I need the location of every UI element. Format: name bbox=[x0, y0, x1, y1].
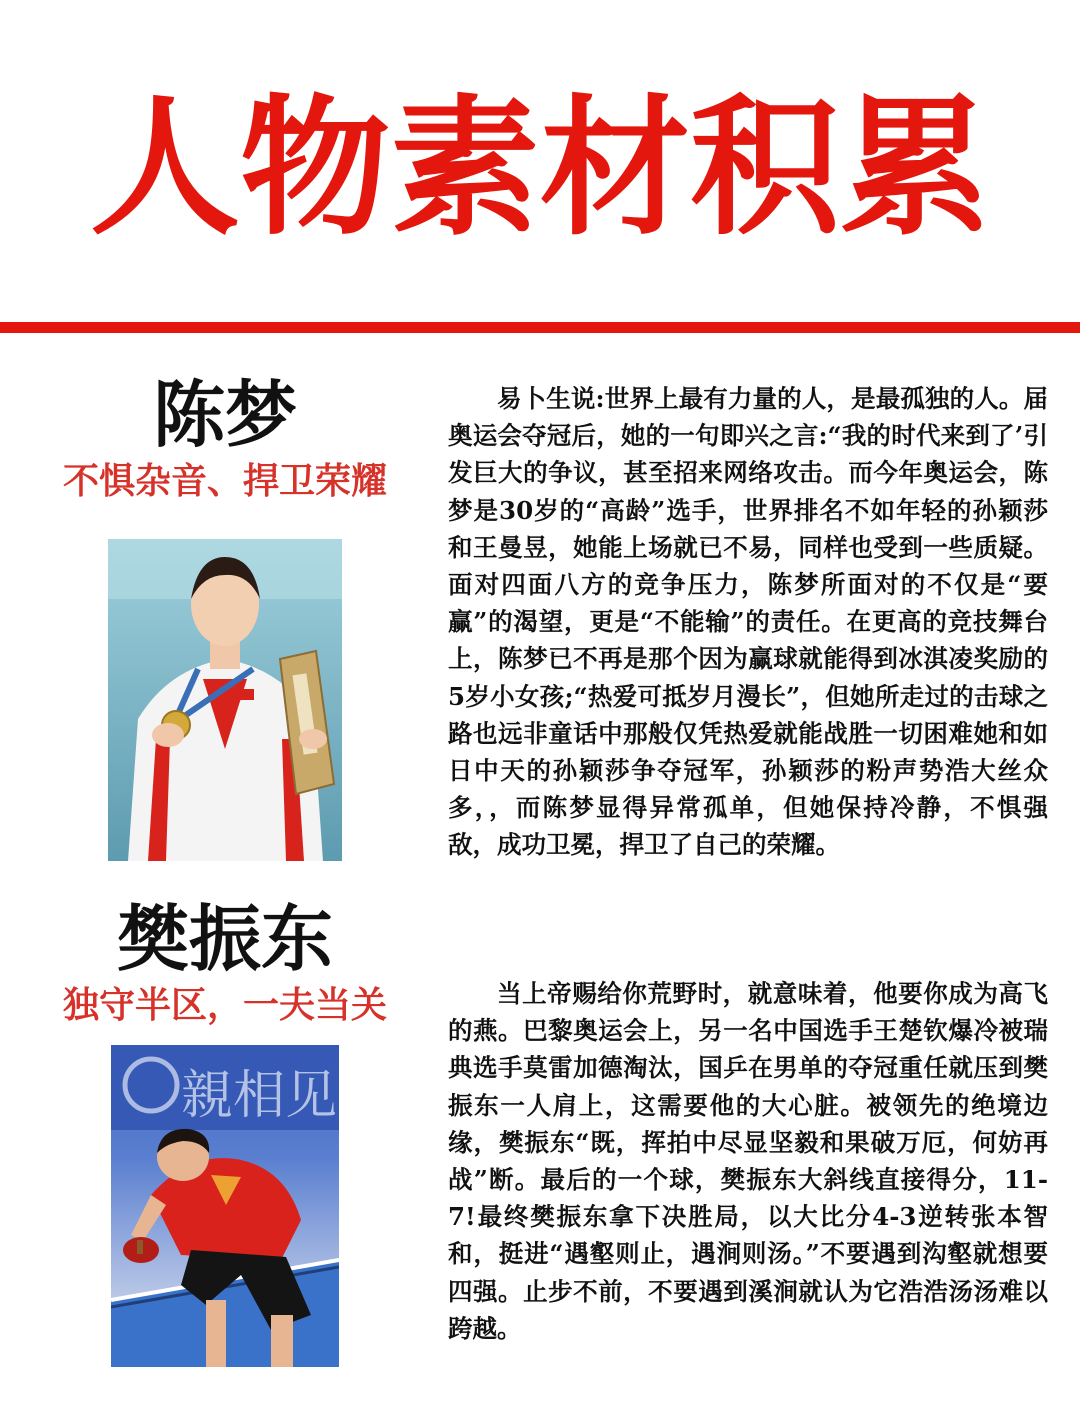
person-photo-chen-meng bbox=[108, 539, 342, 861]
article-paragraph-2-wrap bbox=[448, 975, 1048, 1347]
article-paragraph-1-wrap bbox=[448, 380, 1048, 864]
article-paragraph: 易卜生说:世界上最有力量的人，是最孤独的人。届奥运会夺冠后，她的一句即兴之言:“我的时代来到了’引发巨大的争议，甚至招来网络攻击。而今年奥运会，陈梦是30岁的“高龄”选手，世界排名不如年轻的孙颖莎和王曼昱，她能上场就已不易，同样也受到一些质疑。面对四面八方的竞争压力，陈梦所面对的不仅是“要赢”的渴望，更是“不能输”的责任。在更高的竞技舞台上，陈梦已不再是那个因为赢球就能得到冰淇凌奖励的5岁小女孩;“热爱可抵岁月漫长”，但她所走过的击球之路也远非童话中那般仅凭热爱就能战胜一切困难她和如日中天的孙颖莎争夺冠军，孙颖莎的粉声势浩大丝众多，，而陈梦显得异常孤单，但她保持冷静，不惧强敌，成功卫冕，捍卫了自己的荣耀。 bbox=[448, 384, 1048, 860]
title-divider bbox=[0, 322, 1080, 333]
person-photo-fan-zhendong bbox=[111, 1045, 339, 1367]
person-name: 樊振东 bbox=[116, 896, 333, 981]
person-tagline: 独守半区，一夫当关 bbox=[62, 984, 387, 1026]
page-title: 人物素材积累 bbox=[89, 80, 990, 256]
person-name: 陈梦 bbox=[152, 372, 297, 457]
person-tagline: 不惧杂音、捍卫荣耀 bbox=[62, 460, 387, 502]
person-header-fan-zhendong bbox=[20, 896, 430, 1028]
photo-banner-text: 親相见 bbox=[181, 1066, 338, 1126]
person-header-chen-meng bbox=[20, 372, 430, 504]
article-paragraph: 当上帝赐给你荒野时，就意味着，他要你成为高飞的燕。巴黎奥运会上，另一名中国选手王楚钦爆冷被瑞典选手莫雷加德淘汰，国乒在男单的夺冠重任就压到樊振东一人肩上，这需要他的大心脏。被领先的绝境边缘，樊振东“既，挥拍中尽显坚毅和果破万厄，何妨再战”断。最后的一个球，樊振东大斜线直接得分，11-7!最终樊振东拿下决胜局，以大比分4-3逆转张本智和，挺进“遇壑则止，遇涧则汤。”不要遇到沟壑就想要四强。止步不前，不要遇到溪涧就认为它浩浩汤汤难以跨越。 bbox=[448, 979, 1048, 1343]
